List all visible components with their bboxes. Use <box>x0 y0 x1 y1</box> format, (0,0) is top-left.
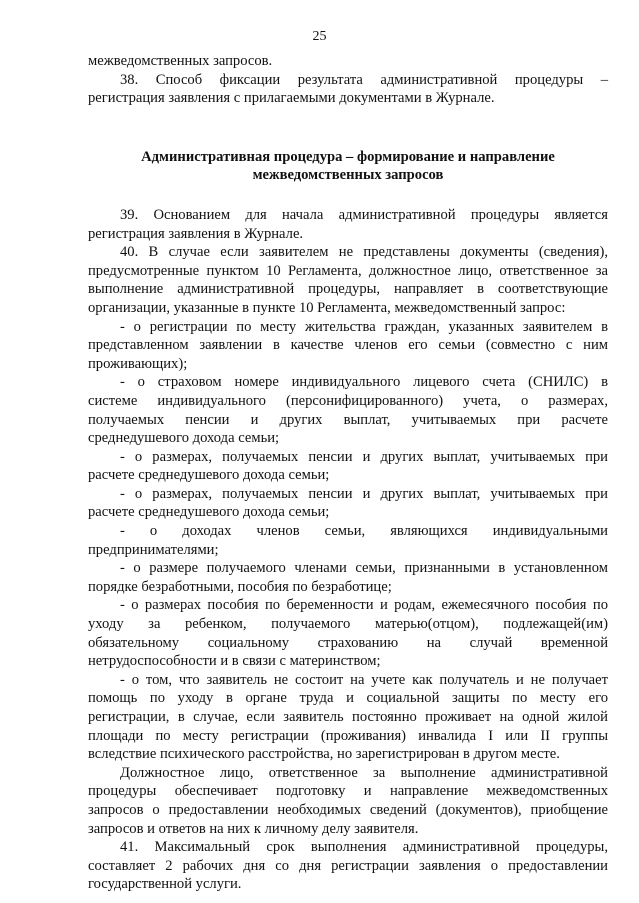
text-line: регистрации, в случае, если заявитель постоянно проживает на одной жилой <box>88 709 608 725</box>
text-line: среднедушевого дохода семьи; <box>88 430 280 447</box>
paragraph <box>88 522 608 559</box>
text-line: государственной услуги. <box>88 876 242 893</box>
text-line: порядке безработными, пособия по безработице; <box>88 578 392 595</box>
paragraph <box>88 206 608 243</box>
text-line: выполнение административной процедуры, направляет в соответствующие <box>88 281 608 298</box>
text-line: - о доходах членов семьи, являющихся индивидуальными <box>120 523 608 540</box>
text-line: регистрация заявления в Журнале. <box>88 225 304 242</box>
text-line: запросов о предоставлении необходимых сведений (документов), приобщение <box>88 801 608 818</box>
text-line: - о размере получаемого членами семьи, признанными в установленном <box>120 560 608 577</box>
text-line: запросов и ответов на них к личному делу заявителя. <box>88 820 419 837</box>
text-line: предусмотренные пунктом 10 Регламента, должностное лицо, ответственное за <box>88 262 608 279</box>
text-line: - о размерах пособия по беременности и родам, ежемесячного пособия по <box>120 597 608 614</box>
text-line: нетрудоспособности и в связи с материнством; <box>88 653 381 670</box>
text-line: процедуры обеспечивает подготовку и направление межведомственных <box>88 783 608 800</box>
text-line: - о размерах, получаемых пенсии и других выплат, учитываемых при <box>120 485 608 502</box>
paragraph <box>88 671 608 764</box>
text-line: уходу за ребенком, получаемого матерью(отцом), подлежащей(им) <box>88 616 608 633</box>
text-line: 40. В случае если заявителем не представлены документы (сведения), <box>120 244 608 261</box>
text-line: расчете среднедушевого дохода семьи; <box>88 504 330 521</box>
paragraph <box>88 318 608 374</box>
text-line: 38. Способ фиксации результата административной процедуры – <box>120 71 608 88</box>
paragraph <box>88 448 608 485</box>
paragraph <box>88 243 608 317</box>
paragraph <box>88 373 608 447</box>
text-line: вследствие психического расстройства, но зарегистрирован в другом месте. <box>88 746 560 763</box>
page-number: 25 <box>312 29 327 44</box>
text-line: обязательному социальному страхованию на случай временной <box>88 634 608 651</box>
paragraph <box>88 838 608 894</box>
text-line: - о том, что заявитель не состоит на учете как получатель и не получает <box>120 671 608 688</box>
text-line: регистрация заявления с прилагаемыми документами в Журнале. <box>88 90 495 107</box>
text-line: - о страховом номере индивидуального лицевого счета (СНИЛС) в <box>120 374 608 391</box>
text-line: межведомственных запросов. <box>88 53 273 69</box>
text-line: площади по месту регистрации (проживания) инвалида I или II группы <box>88 727 608 744</box>
section-heading <box>88 148 608 185</box>
text-line: 39. Основанием для начала административной процедуры является <box>120 206 608 223</box>
paragraph <box>88 764 608 838</box>
text-line: составляет 2 рабочих дня со дня регистрации заявления о предоставлении <box>88 857 608 874</box>
text-line: проживающих); <box>88 355 188 372</box>
text-line: - о регистрации по месту жительства граждан, указанных заявителем в <box>120 318 608 335</box>
text-line: системе индивидуального (персонифицированного) учета, о размерах, <box>88 392 608 409</box>
text-line: представленном заявлении в качестве членов его семьи (совместно с ним <box>88 337 608 354</box>
paragraph <box>88 52 608 71</box>
text-line: - о размерах, получаемых пенсии и других выплат, учитываемых при <box>120 448 608 465</box>
document-body <box>88 52 608 894</box>
heading-line: межведомственных запросов <box>252 167 444 184</box>
text-line: организации, указанные в пункте 10 Регламента, межведомственный запрос: <box>88 299 566 316</box>
paragraph <box>88 71 608 108</box>
paragraph <box>88 485 608 522</box>
text-line: Должностное лицо, ответственное за выполнение административной <box>120 764 608 781</box>
paragraph <box>88 559 608 596</box>
text-line: получаемых пенсии и других выплат, учитываемых при расчете <box>88 411 608 428</box>
text-line: помощь по уходу в органе труда и социальной защиты по месту его <box>88 690 608 707</box>
text-line: предпринимателями; <box>88 541 219 558</box>
text-line: 41. Максимальный срок выполнения административной процедуры, <box>120 839 608 856</box>
text-line: расчете среднедушевого дохода семьи; <box>88 467 330 484</box>
heading-line: Административная процедура – формирование и направление <box>141 148 555 165</box>
paragraph <box>88 596 608 670</box>
